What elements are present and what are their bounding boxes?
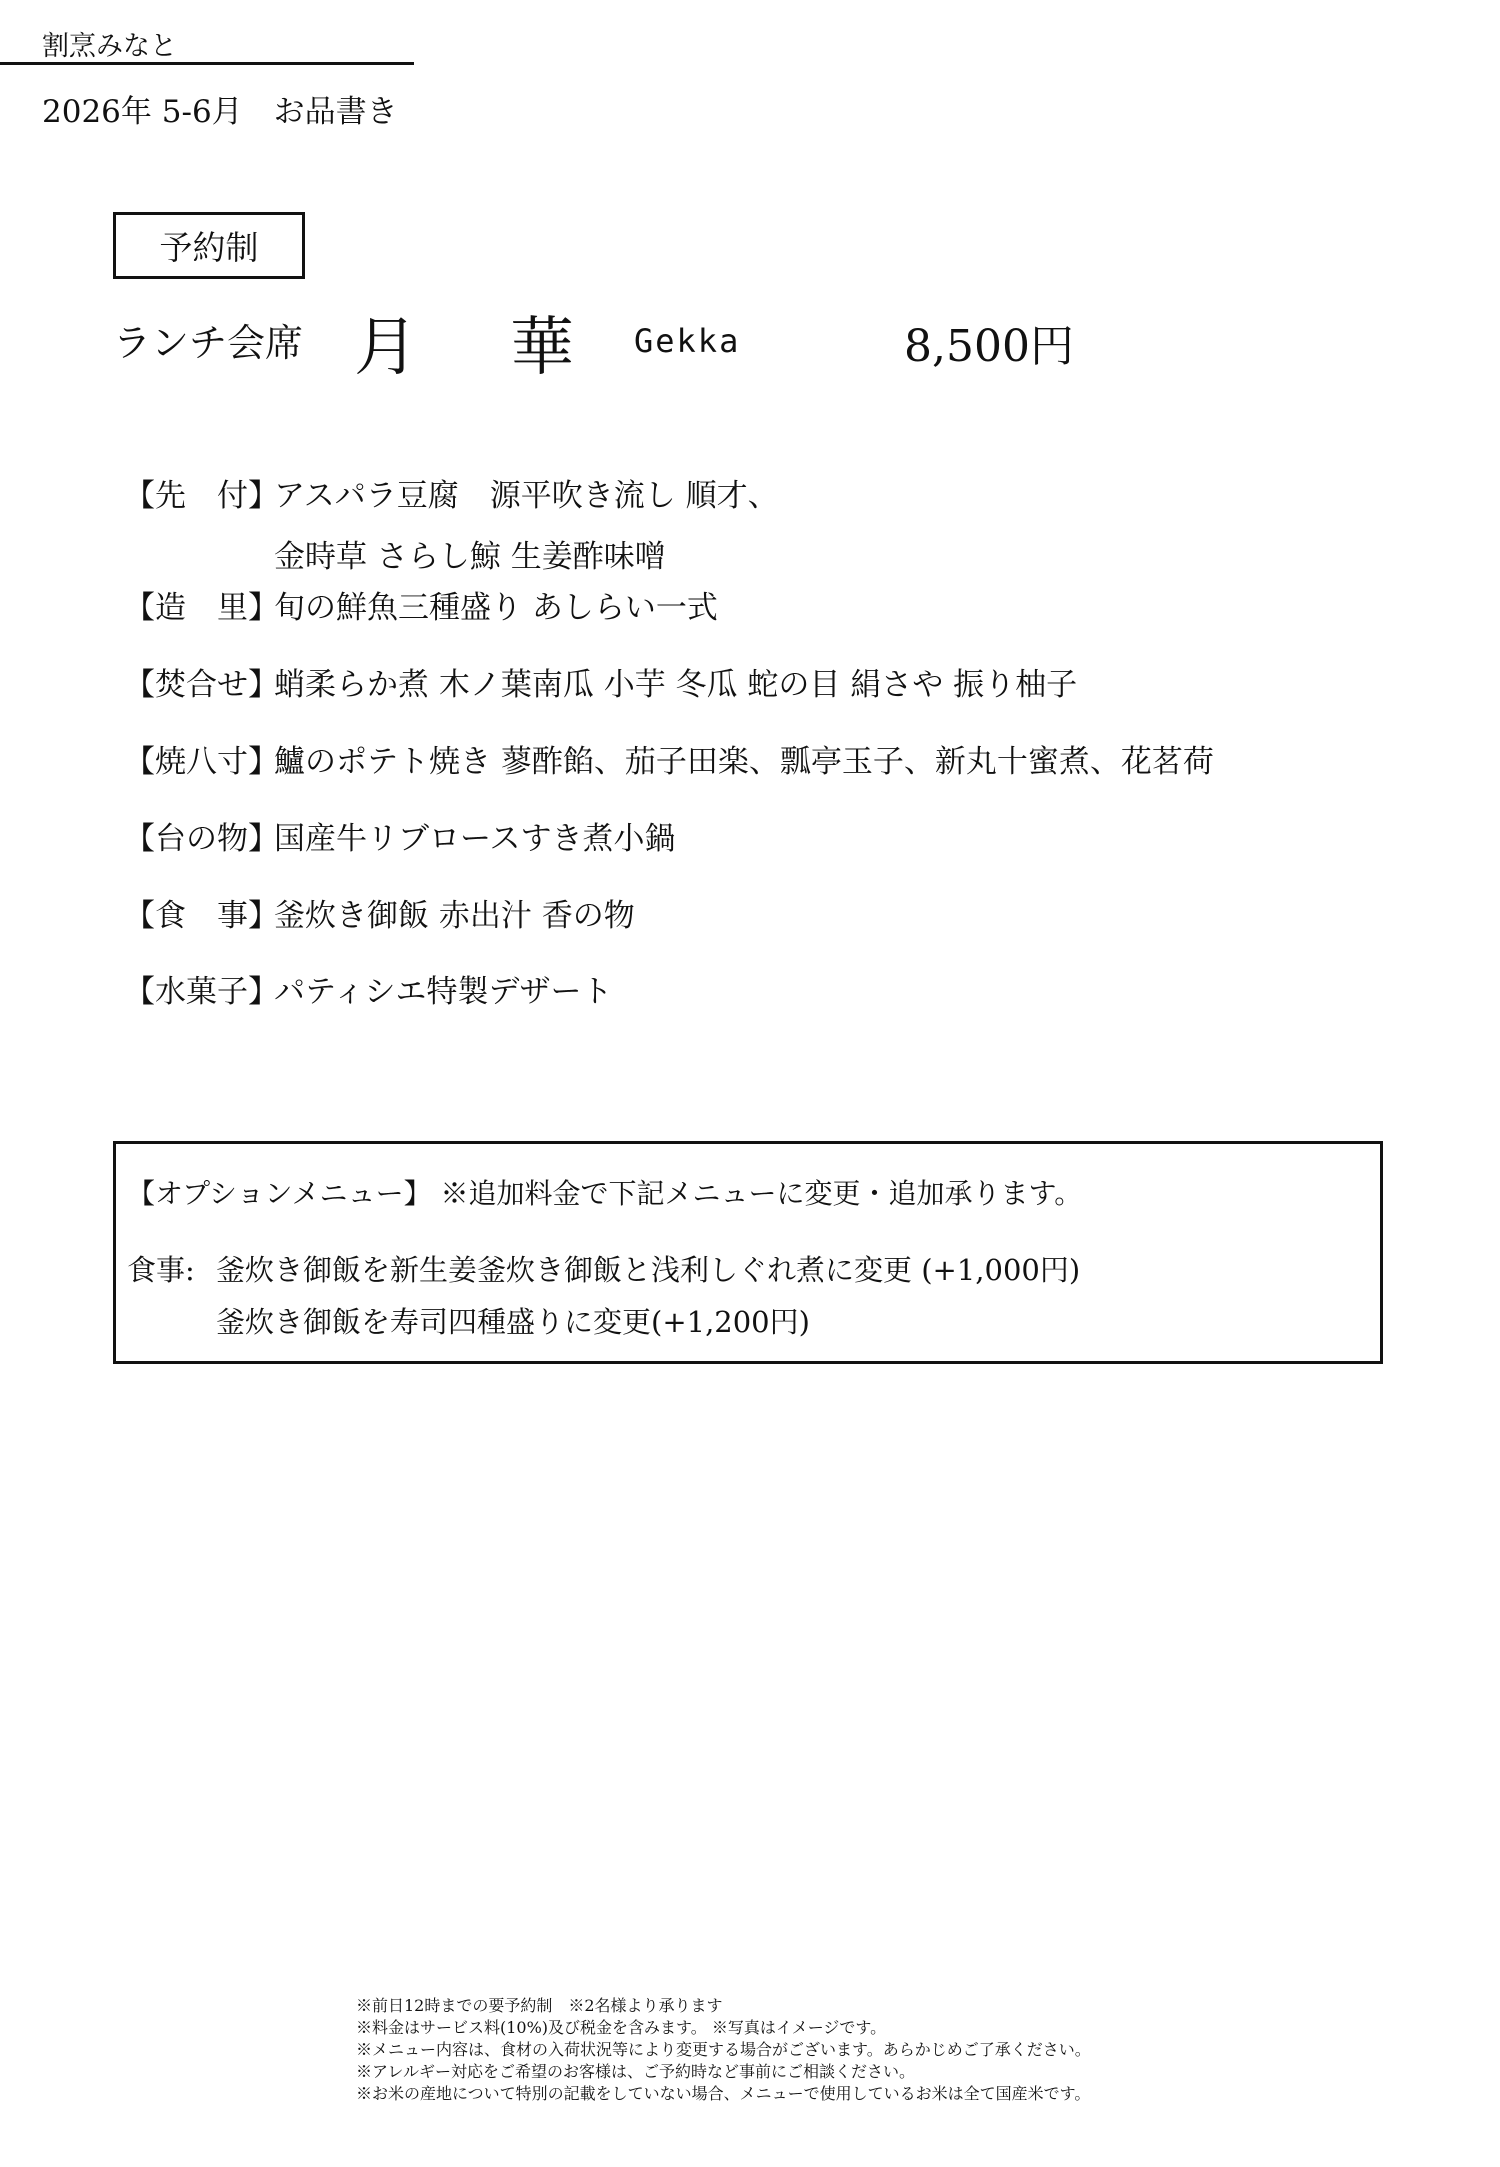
- note-line: ※お米の産地について特別の記載をしていない場合、メニューで使用しているお米は全て国産米です。: [356, 2084, 1091, 2103]
- reservation-label: 予約制: [159, 228, 259, 267]
- course-romaji: Gekka: [634, 322, 741, 360]
- note-line: ※料金はサービス料(10%)及び税金を含みます。 ※写真はイメージです。: [356, 2018, 887, 2037]
- options-line: 釜炊き御飯を寿司四種盛りに変更(+1,200円): [216, 1305, 810, 1339]
- course-item: [124, 582, 718, 627]
- course-type: ランチ会席: [113, 321, 304, 365]
- note-line: ※アレルギー対応をご希望のお客様は、ご予約時など事前にご相談ください。: [356, 2062, 915, 2081]
- course-item: [124, 966, 613, 1011]
- course-price: 8,500円: [904, 321, 1074, 372]
- course-item-category: 【焼八寸】: [124, 744, 279, 780]
- options-label: 食事:: [127, 1253, 195, 1287]
- course-item: [124, 659, 1077, 704]
- course-item-text: 蛸柔らか煮 木ノ葉南瓜 小芋 冬瓜 蛇の目 絹さや 振り柚子: [274, 667, 1078, 703]
- course-item-category: 【造 里】: [124, 590, 279, 626]
- options-title: 【オプションメニュー】 ※追加料金で下記メニューに変更・追加承ります。: [127, 1177, 1083, 1210]
- course-item: [124, 813, 675, 858]
- footer-notes: [356, 1995, 1091, 2105]
- course-item-text: 旬の鮮魚三種盛り あしらい一式: [274, 590, 718, 626]
- course-item-text: 釜炊き御飯 赤出汁 香の物: [274, 898, 635, 934]
- course-item-category: 【台の物】: [124, 821, 279, 857]
- course-item-category: 【水菓子】: [124, 974, 279, 1010]
- course-item: [124, 890, 635, 935]
- course-item: [124, 736, 1214, 781]
- course-item-category: 【先 付】: [124, 478, 279, 514]
- reservation-badge: [113, 212, 305, 279]
- note-line: ※メニュー内容は、食材の入荷状況等により変更する場合がございます。あらかじめご了承ください。: [356, 2040, 1091, 2059]
- course-item-text: 金時草 さらし鯨 生姜酢味噌: [274, 539, 666, 575]
- course-item-category: 【食 事】: [124, 898, 279, 934]
- header-divider: [0, 62, 414, 65]
- course-item-category: 【焚合せ】: [124, 667, 279, 703]
- course-item-text: 鱸のポテト焼き 蓼酢餡、茄子田楽、瓢亭玉子、新丸十蜜煮、花茗荷: [274, 744, 1214, 780]
- note-line: ※前日12時までの要予約制 ※2名様より承ります: [356, 1996, 723, 2015]
- restaurant-name: 割烹みなと: [42, 31, 177, 62]
- course-name-char-2: 華: [510, 311, 574, 385]
- menu-period: 2026年 5-6月 お品書き: [42, 94, 398, 130]
- course-item: [124, 470, 779, 576]
- course-item-text: 国産牛リブロースすき煮小鍋: [274, 821, 676, 857]
- course-item-text: アスパラ豆腐 源平吹き流し 順才、: [274, 478, 779, 514]
- course-item-text: パティシエ特製デザート: [274, 974, 613, 1010]
- course-name-char-1: 月: [354, 311, 418, 385]
- options-line: 釜炊き御飯を新生姜釜炊き御飯と浅利しぐれ煮に変更 (+1,000円): [216, 1253, 1081, 1287]
